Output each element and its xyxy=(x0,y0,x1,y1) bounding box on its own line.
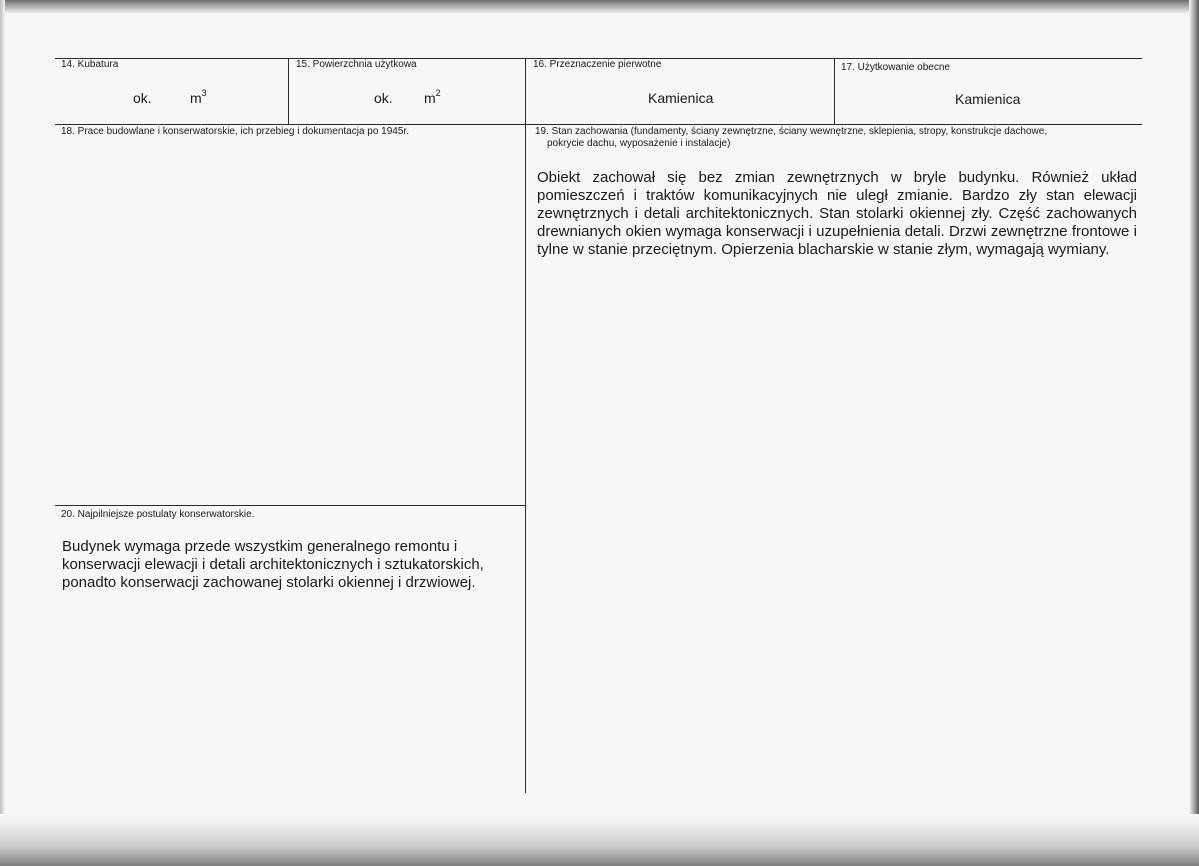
divider-main xyxy=(525,58,526,793)
divider-16-17 xyxy=(834,58,835,124)
field-15-unit: $m^2$ xyxy=(424,88,441,106)
field-20-line-2: konserwacji elewacji i detali architektonicznych i sztukatorskich, xyxy=(62,556,484,573)
field-16-label: 16. Przeznaczenie pierwotne xyxy=(533,59,662,70)
rule-section-20 xyxy=(55,505,525,506)
rule-mid xyxy=(55,124,1142,125)
field-20-label: 20. Najpilniejsze postulaty konserwatorskie. xyxy=(61,509,255,520)
scan-edge-left xyxy=(0,0,5,866)
field-14-label: 14. Kubatura xyxy=(61,59,119,70)
field-15-label: 15. Powierzchnia użytkowa xyxy=(296,59,417,70)
field-14-prefix: ok. xyxy=(133,90,152,106)
divider-14-15 xyxy=(288,58,289,124)
field-19-text: Obiekt zachował się bez zmian zewnętrznych w bryle budynku. Również układ pomieszczeń i traktów komunikacyjnych nie uległ zmianie. Bardzo zły stan elewacji zewnętrznych i detali architektonicznych. Stan stolarki okiennej zły. Część zachowanych drewnianych okien wymaga konserwacji i uzupełnienia detali. Drzwi zewnętrzne frontowe i tylne w stanie przeciętnym. Opierzenia blacharskie w stanie złym, wymagają wymiany. xyxy=(537,169,1137,258)
field-15-prefix: ok. xyxy=(374,90,393,106)
field-17-value: Kamienica xyxy=(955,91,1021,107)
field-20-line-1: Budynek wymaga przede wszystkim generalnego remontu i xyxy=(62,538,458,555)
field-19-label-line2: pokrycie dachu, wyposażenie i instalacje) xyxy=(547,138,731,149)
scan-edge-top xyxy=(0,0,1199,14)
field-17-label: 17. Użytkowanie obecne xyxy=(841,62,950,73)
scan-edge-bottom xyxy=(0,814,1199,866)
field-20-line-3: ponadto konserwacji zachowanej stolarki okiennej i drzwiowej. xyxy=(62,574,476,591)
field-14-unit: $m^3$ xyxy=(190,88,207,106)
scan-edge-right xyxy=(1189,0,1199,866)
field-19-label-line1: 19. Stan zachowania (fundamenty, ściany zewnętrzne, ściany wewnętrzne, sklepienia, stropy, konstrukcje dachowe, xyxy=(535,126,1048,137)
field-16-value: Kamienica xyxy=(648,90,714,106)
field-18-label: 18. Prace budowlane i konserwatorskie, ich przebieg i dokumentacja po 1945r. xyxy=(61,126,409,137)
field-14-unit-exponent: 3 xyxy=(201,88,207,98)
field-15-unit-exponent: 2 xyxy=(435,88,441,98)
